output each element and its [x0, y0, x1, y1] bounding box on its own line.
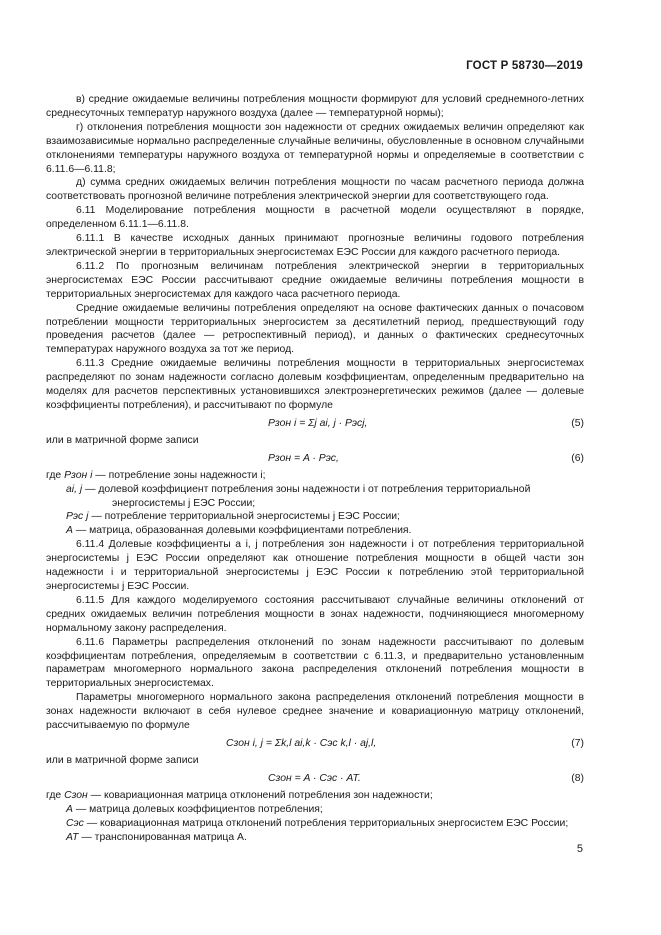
symbol-p-es: Pэс j [66, 511, 89, 523]
symbol-c-es: Cэс [66, 817, 84, 829]
formula-7 [46, 734, 584, 753]
formula-7-expression: Cзон i, j = Σk,l ai,k · Cэс k,l · aj,l, [226, 737, 377, 749]
formula-7-number: (7) [571, 737, 584, 749]
paragraph-6-11-1: 6.11.1 В качестве исходных данных принимают прогнозные величины годового потребления электрической энергии в территориальных энергосистемах ЕЭС России для каждого расчетного периода. [46, 233, 584, 258]
definition-a-continuation: энергосистемы j ЕЭС России; [112, 497, 256, 509]
formula-5 [46, 414, 584, 433]
symbol-AT: AT [66, 831, 79, 843]
definition-c-es: Cэс — ковариационная матрица отклонений потребления территориальных энергосистем ЕЭС России; [66, 817, 569, 829]
formula-5-expression: Pзон i = Σj ai, j · Pэсj, [268, 417, 368, 429]
definitions-2 [46, 789, 584, 845]
definition-p-zon: где Pзон i — потребление зоны надежности i; [46, 469, 266, 481]
formula-8-expression: Cзон = A · Cэс · AT. [268, 772, 361, 784]
formula-8-number: (8) [571, 772, 584, 784]
formula-5-number: (5) [571, 417, 584, 429]
definition-a: ai, j — долевой коэффициент потребления зоны надежности i от потребления территориальной [66, 483, 531, 495]
paragraph-6-11-3: 6.11.3 Средние ожидаемые величины потребления мощности в территориальных энергосистемах распределяют по зонам надежности согласно долевым коэффициентам, определенным предварительно на моделях для расчетов перспективных установившихся электроэнергетических режимов (далее — долевые коэффициенты потребления), и рассчитывают по формуле [46, 358, 584, 411]
page-number: 5 [576, 843, 583, 855]
paragraph-6-11-5: 6.11.5 Для каждого моделируемого состояния рассчитывают случайные величины отклонений от средних ожидаемых величин потребления мощности в зонах надежности, подчиняющиеся многомерному нормальному закону распределения. [46, 594, 584, 634]
paragraph-6-11-4: 6.11.4 Долевые коэффициенты a i, j потребления зон надежности i от потребления территориальной энергосистемы j ЕЭС России определяют как отношение потребления мощности в общей части зон надежности i и территориальной энергосистемы j ЕЭС России к потреблению этой территориальной энергосистемы j ЕЭС России. [46, 539, 584, 592]
symbol-A: A [66, 525, 73, 537]
standard-header: ГОСТ Р 58730—2019 [466, 60, 583, 72]
definition-A2: A — матрица долевых коэффициентов потребления; [66, 803, 323, 815]
symbol-c-zon: Cзон [64, 789, 88, 801]
formula-6 [46, 449, 584, 468]
paragraph-b: в) средние ожидаемые величины потребления мощности формируют для условий среднемного-летних среднесуточных температур наружного воздуха (далее — температурной нормы); [46, 94, 584, 119]
definition-p-es: Pэс j — потребление территориальной энергосистемы j ЕЭС России; [66, 511, 400, 523]
paragraph-d: д) сумма средних ожидаемых величин потребления мощности по часам расчетного периода должна соответствовать прогнозной величине потребления электрической энергии для соответствующего года. [46, 177, 584, 203]
formula-6-expression: Pзон = A · Pэс, [268, 452, 339, 464]
paragraph-average: Средние ожидаемые величины потребления определяют на основе фактических данных о почасовом потреблении мощности территориальных энергосистем за десятилетний период, предшествующий году проведения расчетов (далее — ретроспективный период), и данных о фактических среднесуточных температурах наружного воздуха за тот же период. [46, 302, 584, 356]
paragraph-6-11-6: 6.11.6 Параметры распределения отклонений по зонам надежности рассчитывают по долевым коэффициентам потребления, определяемым в соответствии с 6.11.3, и предварительно установленным параметрам многомерного нормального закона распределения отклонений потребления мощности в территориальных энергосистемах. [46, 636, 584, 690]
symbol-p-zon: Pзон i [64, 469, 93, 481]
symbol-A2: A [66, 803, 73, 815]
paragraph-g: г) отклонения потребления мощности зон надежности от средних ожидаемых величин определяют как взаимозависимые нормально распределенные случайные величины, обусловленные в основном случайными отклонениями температуры наружного воздуха от температурной нормы и определяемые в соответствии с 6.11.6—6.11.8; [46, 121, 584, 175]
formula-6-number: (6) [571, 452, 584, 464]
formula-8 [46, 769, 584, 788]
symbol-a-ij: ai, j [66, 483, 83, 495]
definition-c-zon: где Cзон — ковариационная матрица отклонений потребления зон надежности; [46, 789, 433, 801]
definition-A: A — матрица, образованная долевыми коэффициентами потребления. [66, 525, 412, 537]
definitions-1 [46, 469, 584, 539]
definition-AT: AT — транспонированная матрица A. [66, 831, 247, 843]
paragraph-parameters: Параметры многомерного нормального закона распределения отклонений потребления мощности в зонах надежности включают в себя нулевое среднее значение и ковариационную матрицу отклонений, рассчитываемую по формуле [46, 692, 584, 732]
matrix-form-intro-2: или в матричной форме записи [46, 754, 199, 766]
document-body [46, 93, 584, 845]
paragraph-6-11-2: 6.11.2 По прогнозным величинам потребления электрической энергии в территориальных энергосистемах ЕЭС России рассчитывают средние ожидаемые величины потребления мощности в территориальных энергосистемах для каждого часа расчетного периода. [46, 260, 584, 300]
matrix-form-intro-1: или в матричной форме записи [46, 434, 199, 446]
paragraph-6-11: 6.11 Моделирование потребления мощности в расчетной модели осуществляют в порядке, определенном 6.11.1—6.11.8. [46, 205, 584, 231]
